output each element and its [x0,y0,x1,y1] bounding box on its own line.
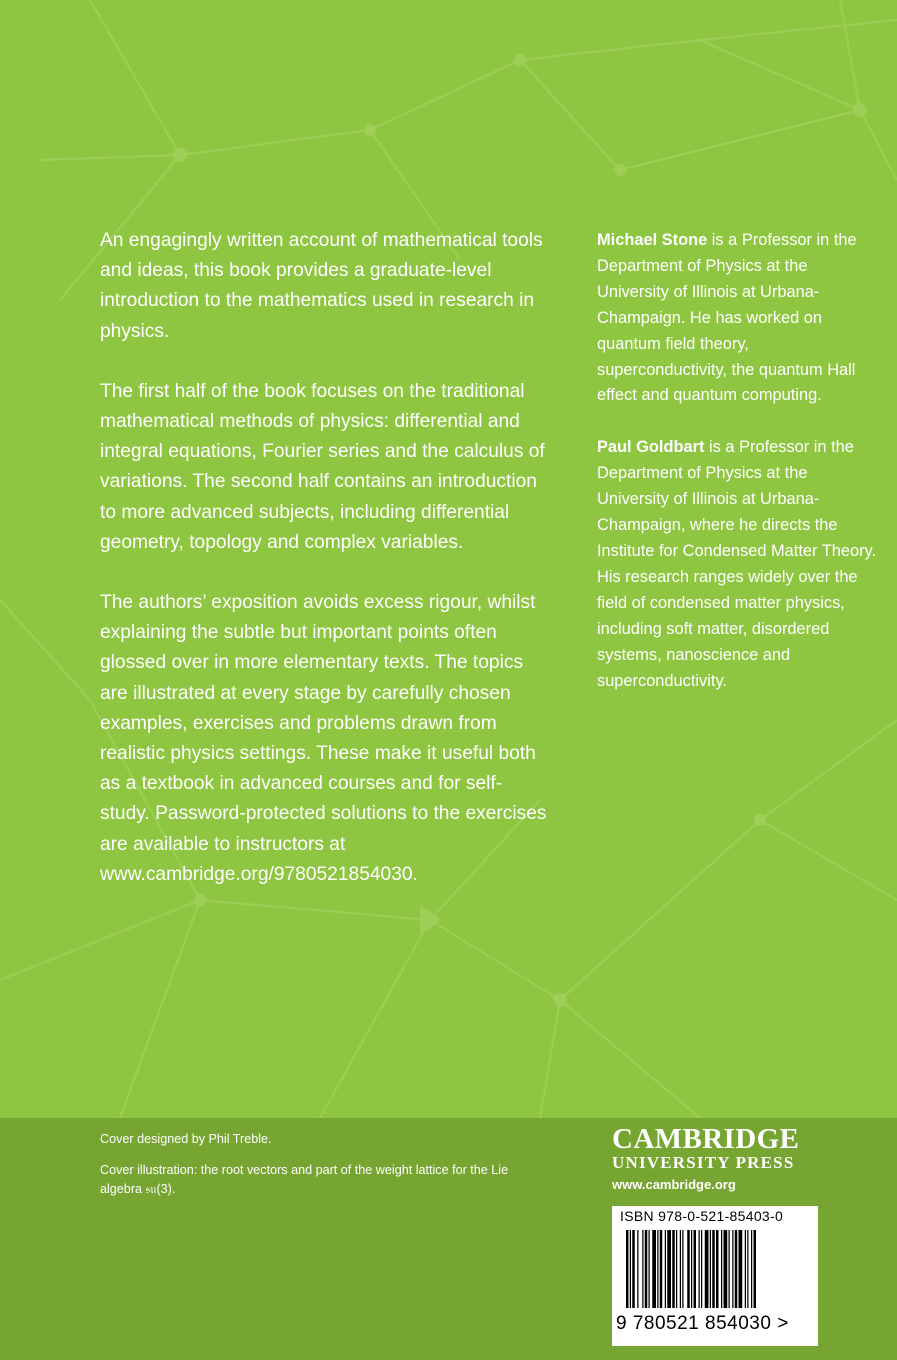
barcode-bar [682,1230,683,1308]
author-name-stone: Michael Stone [597,231,708,249]
barcode-bar [652,1230,656,1308]
book-description [100,226,550,920]
cover-credits [100,1130,520,1211]
author-name-goldbart: Paul Goldbart [597,438,705,457]
publisher-name: CAMBRIDGE [612,1123,800,1155]
bio-text-stone: is a Professor in the Department of Physics at the University of Illinois at Urbana-Champaign. He has worked on quantum field theory, superconductivity, the quantum Hall effect and quantum computing. [597,231,857,405]
barcode-bar [712,1230,715,1308]
barcode-bar [637,1230,638,1308]
author-bios [597,228,877,720]
footer-band [0,1118,897,1360]
barcode-bar [680,1230,681,1308]
barcode-bar [721,1230,722,1308]
publisher-subname: UNIVERSITY PRESS [612,1153,795,1172]
barcode-bar [667,1230,671,1308]
barcode-bar [710,1230,711,1308]
barcode-bar [699,1230,700,1308]
barcode-bar [632,1230,635,1308]
bio-paul-goldbart [597,435,877,694]
cover-illustration-credit: Cover illustration: the root vectors and part of the weight lattice for the Lie algebra 𝔰𝔲(3). [100,1163,509,1196]
barcode-bar [672,1230,675,1308]
barcode-bar [645,1230,648,1308]
barcode-bar [754,1230,757,1308]
barcode-bar [747,1230,748,1308]
barcode-bar [694,1230,697,1308]
barcode-bar [701,1230,702,1308]
ean-digits: 9 780521 854030 > [616,1313,789,1334]
isbn-barcode [612,1206,818,1346]
barcode-bar [626,1230,629,1308]
barcode-bar [735,1230,738,1308]
barcode-bar [705,1230,709,1308]
barcode-bar [676,1230,677,1308]
barcode-bar [660,1230,663,1308]
isbn-label: ISBN 978-0-521-85403-0 [620,1208,784,1224]
barcode-bar [657,1230,658,1308]
bio-michael-stone [597,228,877,409]
description-paragraph-3: The authors’ exposition avoids excess rigour, whilst explaining the subtle but important points often glossed over in more elementary texts. The topics are illustrated at every stage by carefully chosen examples, exercises and problems drawn from realistic physics settings. These make it useful both as a textbook in advanced courses and for self-study. Password-protected solutions to the exercises are available to instructors at www.cambridge.org/9780521854030. [100,592,547,885]
barcode-bar [630,1230,631,1308]
barcode-bar [751,1230,752,1308]
bio-text-goldbart: is a Professor in the Department of Physics at the University of Illinois at Urbana-Champaign, where he directs the Institute for Condensed Matter Theory. His research ranges widely over the field of condensed matter physics, including soft matter, disordered systems, nanoscience and superconductivity. [597,438,877,690]
barcode-bar [716,1230,719,1308]
barcode-bar [642,1230,643,1308]
barcode-bar [729,1230,730,1308]
description-paragraph-1: An engagingly written account of mathematical tools and ideas, this book provides a graduate-level introduction to the mathematics used in research in physics. [100,230,543,342]
barcode-bar [691,1230,692,1308]
barcode-bar [732,1230,733,1308]
barcode-bar [739,1230,743,1308]
barcode-bar [745,1230,746,1308]
barcode-bar [649,1230,650,1308]
barcode-bar [687,1230,690,1308]
publisher-logo [612,1124,822,1194]
barcode-bar [665,1230,666,1308]
cover-designer-credit: Cover designed by Phil Treble. [100,1132,272,1146]
description-paragraph-2: The first half of the book focuses on the traditional mathematical methods of physics: differential and integral equations, Fourier series and the calculus of variations. The second half contains an introduction to more advanced subjects, including differential geometry, topology and complex variables. [100,380,545,553]
publisher-website[interactable]: www.cambridge.org [612,1177,736,1192]
barcode-bar [724,1230,728,1308]
barcode-bars [620,1230,810,1312]
